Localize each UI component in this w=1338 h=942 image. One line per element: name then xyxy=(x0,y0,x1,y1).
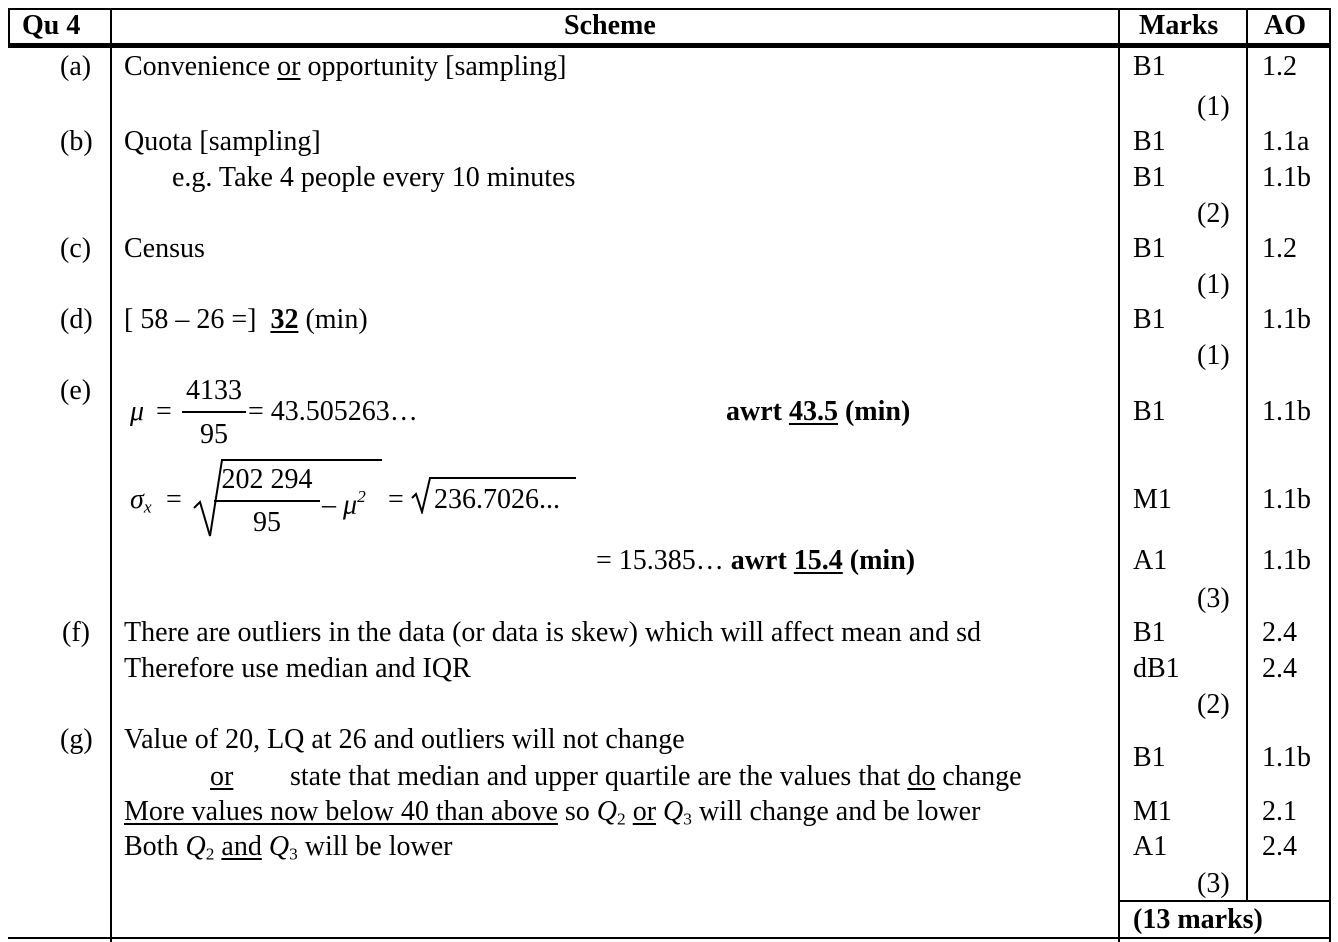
part-b-example: e.g. Take 4 people every 10 minutes xyxy=(172,162,576,193)
part-f-ao-2: 2.4 xyxy=(1262,653,1297,684)
part-g-line-4: Both $Q_2$ and $Q_3$ will be lower xyxy=(124,831,453,864)
grand-total: (13 marks) xyxy=(1133,904,1263,935)
part-f-ao-1: 2.4 xyxy=(1262,617,1297,648)
bottom-border xyxy=(8,937,1330,939)
total-top-rule xyxy=(1118,900,1331,902)
part-e-mark-2: M1 xyxy=(1133,484,1172,515)
part-d-ao: 1.1b xyxy=(1262,304,1311,335)
mu-denominator: 95 xyxy=(200,419,228,450)
part-g-line-2: state that median and upper quartile are the values that do change xyxy=(290,761,1022,792)
header-rule xyxy=(8,43,1330,48)
part-e-ao-1: 1.1b xyxy=(1262,396,1311,427)
part-e-mark-1: B1 xyxy=(1133,396,1166,427)
mu-fraction-bar xyxy=(182,411,246,413)
part-c-text: Census xyxy=(124,233,205,264)
part-g-or: or xyxy=(210,761,234,792)
part-g-ao-1: 1.1b xyxy=(1262,742,1311,773)
left-border xyxy=(8,8,10,48)
part-a-text: Convenience or opportunity [sampling] xyxy=(124,51,567,82)
header-ao: AO xyxy=(1264,10,1306,41)
part-a-total: (1) xyxy=(1197,91,1230,122)
part-b-mark-1: B1 xyxy=(1133,126,1166,157)
part-f-mark-2: dB1 xyxy=(1133,653,1180,684)
mu-equals: = xyxy=(156,396,172,427)
sigma-equals: = xyxy=(166,484,182,515)
header-qu: Qu 4 xyxy=(22,10,81,41)
part-g-mark-3: A1 xyxy=(1133,831,1168,862)
part-g-line-3: More values now below 40 than above so $Q_2$ or $Q_3$ will change and be lower xyxy=(124,796,981,829)
part-f-total: (2) xyxy=(1197,689,1230,720)
part-f-line-2: Therefore use median and IQR xyxy=(124,653,471,684)
col-divider-2 xyxy=(1118,8,1120,942)
part-g-mark-1: B1 xyxy=(1133,742,1166,773)
part-c-ao: 1.2 xyxy=(1262,233,1297,264)
part-d-text: [ 58 – 26 =] 32 (min) xyxy=(124,304,368,335)
part-d-mark: B1 xyxy=(1133,304,1166,335)
part-g-ao-2: 2.1 xyxy=(1262,796,1297,827)
part-g-ao-3: 2.4 xyxy=(1262,831,1297,862)
part-a-label: (a) xyxy=(60,51,92,82)
header-scheme: Scheme xyxy=(564,10,656,41)
part-a-mark: B1 xyxy=(1133,51,1166,82)
right-border xyxy=(1329,8,1331,942)
part-b-ao-2: 1.1b xyxy=(1262,162,1311,193)
header-marks: Marks xyxy=(1139,10,1219,41)
mu-value: = 43.505263… xyxy=(248,396,418,427)
sigma-subscript: x xyxy=(143,497,152,517)
part-f-label: (f) xyxy=(62,617,90,648)
sqrt-value: 236.7026... xyxy=(434,484,560,515)
part-e-label: (e) xyxy=(60,375,92,406)
part-g-total: (3) xyxy=(1197,868,1230,899)
part-g-line-1: Value of 20, LQ at 26 and outliers will not change xyxy=(124,724,685,755)
part-d-total: (1) xyxy=(1197,340,1230,371)
sigma-symbol: $\sigma_x$ xyxy=(130,484,152,517)
mean-awrt: awrt 43.5 (min) xyxy=(726,396,911,427)
sd-value: = 15.385… awrt 15.4 (min) xyxy=(596,545,916,576)
part-g-label: (g) xyxy=(60,724,93,755)
mu-numerator: 4133 xyxy=(186,375,242,406)
col-divider-3 xyxy=(1246,8,1248,900)
sigma-denominator: 95 xyxy=(253,507,281,538)
part-f-mark-1: B1 xyxy=(1133,617,1166,648)
part-b-text: Quota [sampling] xyxy=(124,126,321,157)
mu-symbol: μ xyxy=(130,396,145,427)
sigma-numerator: 202 294 xyxy=(221,464,313,495)
part-a-ao: 1.2 xyxy=(1262,51,1297,82)
part-b-mark-2: B1 xyxy=(1133,162,1166,193)
part-e-ao-3: 1.1b xyxy=(1262,545,1311,576)
sigma-fraction-bar xyxy=(214,500,320,502)
part-d-label: (d) xyxy=(60,304,93,335)
part-c-label: (c) xyxy=(60,233,92,264)
part-f-line-1: There are outliers in the data (or data is skew) which will affect mean and sd xyxy=(124,617,982,648)
part-c-total: (1) xyxy=(1197,269,1230,300)
part-b-total: (2) xyxy=(1197,198,1230,229)
part-b-ao-1: 1.1a xyxy=(1262,126,1310,157)
sqrt-equals: = xyxy=(388,484,404,515)
part-c-mark: B1 xyxy=(1133,233,1166,264)
part-g-mark-2: M1 xyxy=(1133,796,1172,827)
col-divider-1 xyxy=(110,8,112,942)
part-e-total: (3) xyxy=(1197,583,1230,614)
part-e-mark-3: A1 xyxy=(1133,545,1168,576)
top-border xyxy=(8,8,1330,10)
part-e-ao-2: 1.1b xyxy=(1262,484,1311,515)
part-b-label: (b) xyxy=(60,126,93,157)
minus-mu-squared: – $\mu^2$ xyxy=(322,487,366,521)
